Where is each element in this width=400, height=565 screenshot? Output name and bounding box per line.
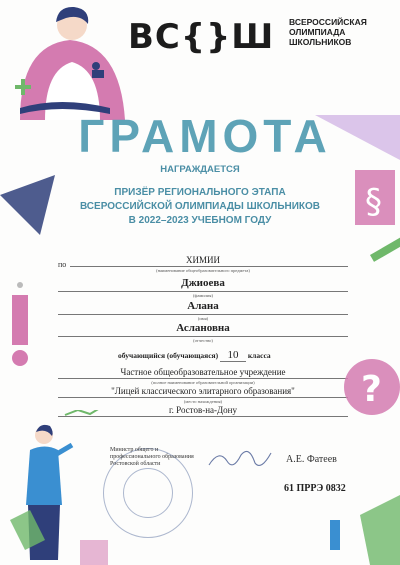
location-hint: (место нахождения) — [183, 399, 223, 404]
minister-title: Министр общего и профессионального образования Ростовской области — [110, 447, 194, 467]
school-line — [58, 378, 348, 379]
grade-suffix: класса — [247, 351, 271, 360]
signer-name: А.Е. Фатеев — [286, 454, 337, 465]
subject-value: ХИМИИ — [185, 255, 220, 265]
name-line — [58, 314, 348, 315]
school-hint: (полное наименование образовательной организации) — [151, 380, 255, 385]
stamp-emblem — [123, 468, 173, 518]
patronymic-value: Аслановна — [176, 322, 230, 334]
city-value: г. Ростов-на-Дону — [168, 405, 237, 415]
school-name: "Лицей классического элитарного образования" — [111, 386, 295, 396]
subject-prefix: по — [58, 260, 67, 269]
olympiad-logo: ВС{}Ш — [128, 17, 275, 57]
svg-text:?: ? — [361, 369, 382, 410]
handwritten-signature — [205, 445, 275, 473]
certificate-title: ГРАМОТА — [78, 110, 332, 162]
student-label: обучающийся (обучающаяся) — [118, 351, 219, 360]
name-hint: (имя) — [197, 316, 209, 321]
patronymic-line — [58, 336, 348, 337]
surname-line — [58, 291, 348, 292]
decorative-shapes-bottom-right — [330, 355, 400, 565]
subject-hint: (наименование общеобразовательного предмета) — [156, 268, 250, 273]
surname-value: Джиоева — [181, 277, 225, 289]
plus-decoration — [21, 79, 25, 95]
name-value: Алана — [187, 300, 219, 312]
svg-text:§: § — [365, 182, 382, 222]
grade-value: 10 — [220, 349, 246, 362]
school-name-line — [58, 397, 348, 398]
grade-row — [118, 349, 271, 362]
subject-line — [70, 266, 348, 267]
school-type: Частное общеобразовательное учреждение — [120, 367, 286, 377]
teacher-illustration — [0, 410, 110, 565]
surname-hint: (фамилия) — [193, 293, 213, 298]
award-status: ПРИЗЁР РЕГИОНАЛЬНОГО ЭТАПА ВСЕРОССИЙСКОЙ ОЛИМПИАДЫ ШКОЛЬНИКОВ В 2022–2023 УЧЕБНОМ ГОДУ — [79, 187, 321, 226]
patronymic-hint: (отчество) — [193, 338, 213, 343]
registration-number: 61 ПРРЭ 0832 — [284, 483, 346, 494]
awarded-label: НАГРАЖДАЕТСЯ — [160, 164, 240, 175]
olympiad-name: ВСЕРОССИЙСКАЯ ОЛИМПИАДА ШКОЛЬНИКОВ — [289, 17, 367, 47]
